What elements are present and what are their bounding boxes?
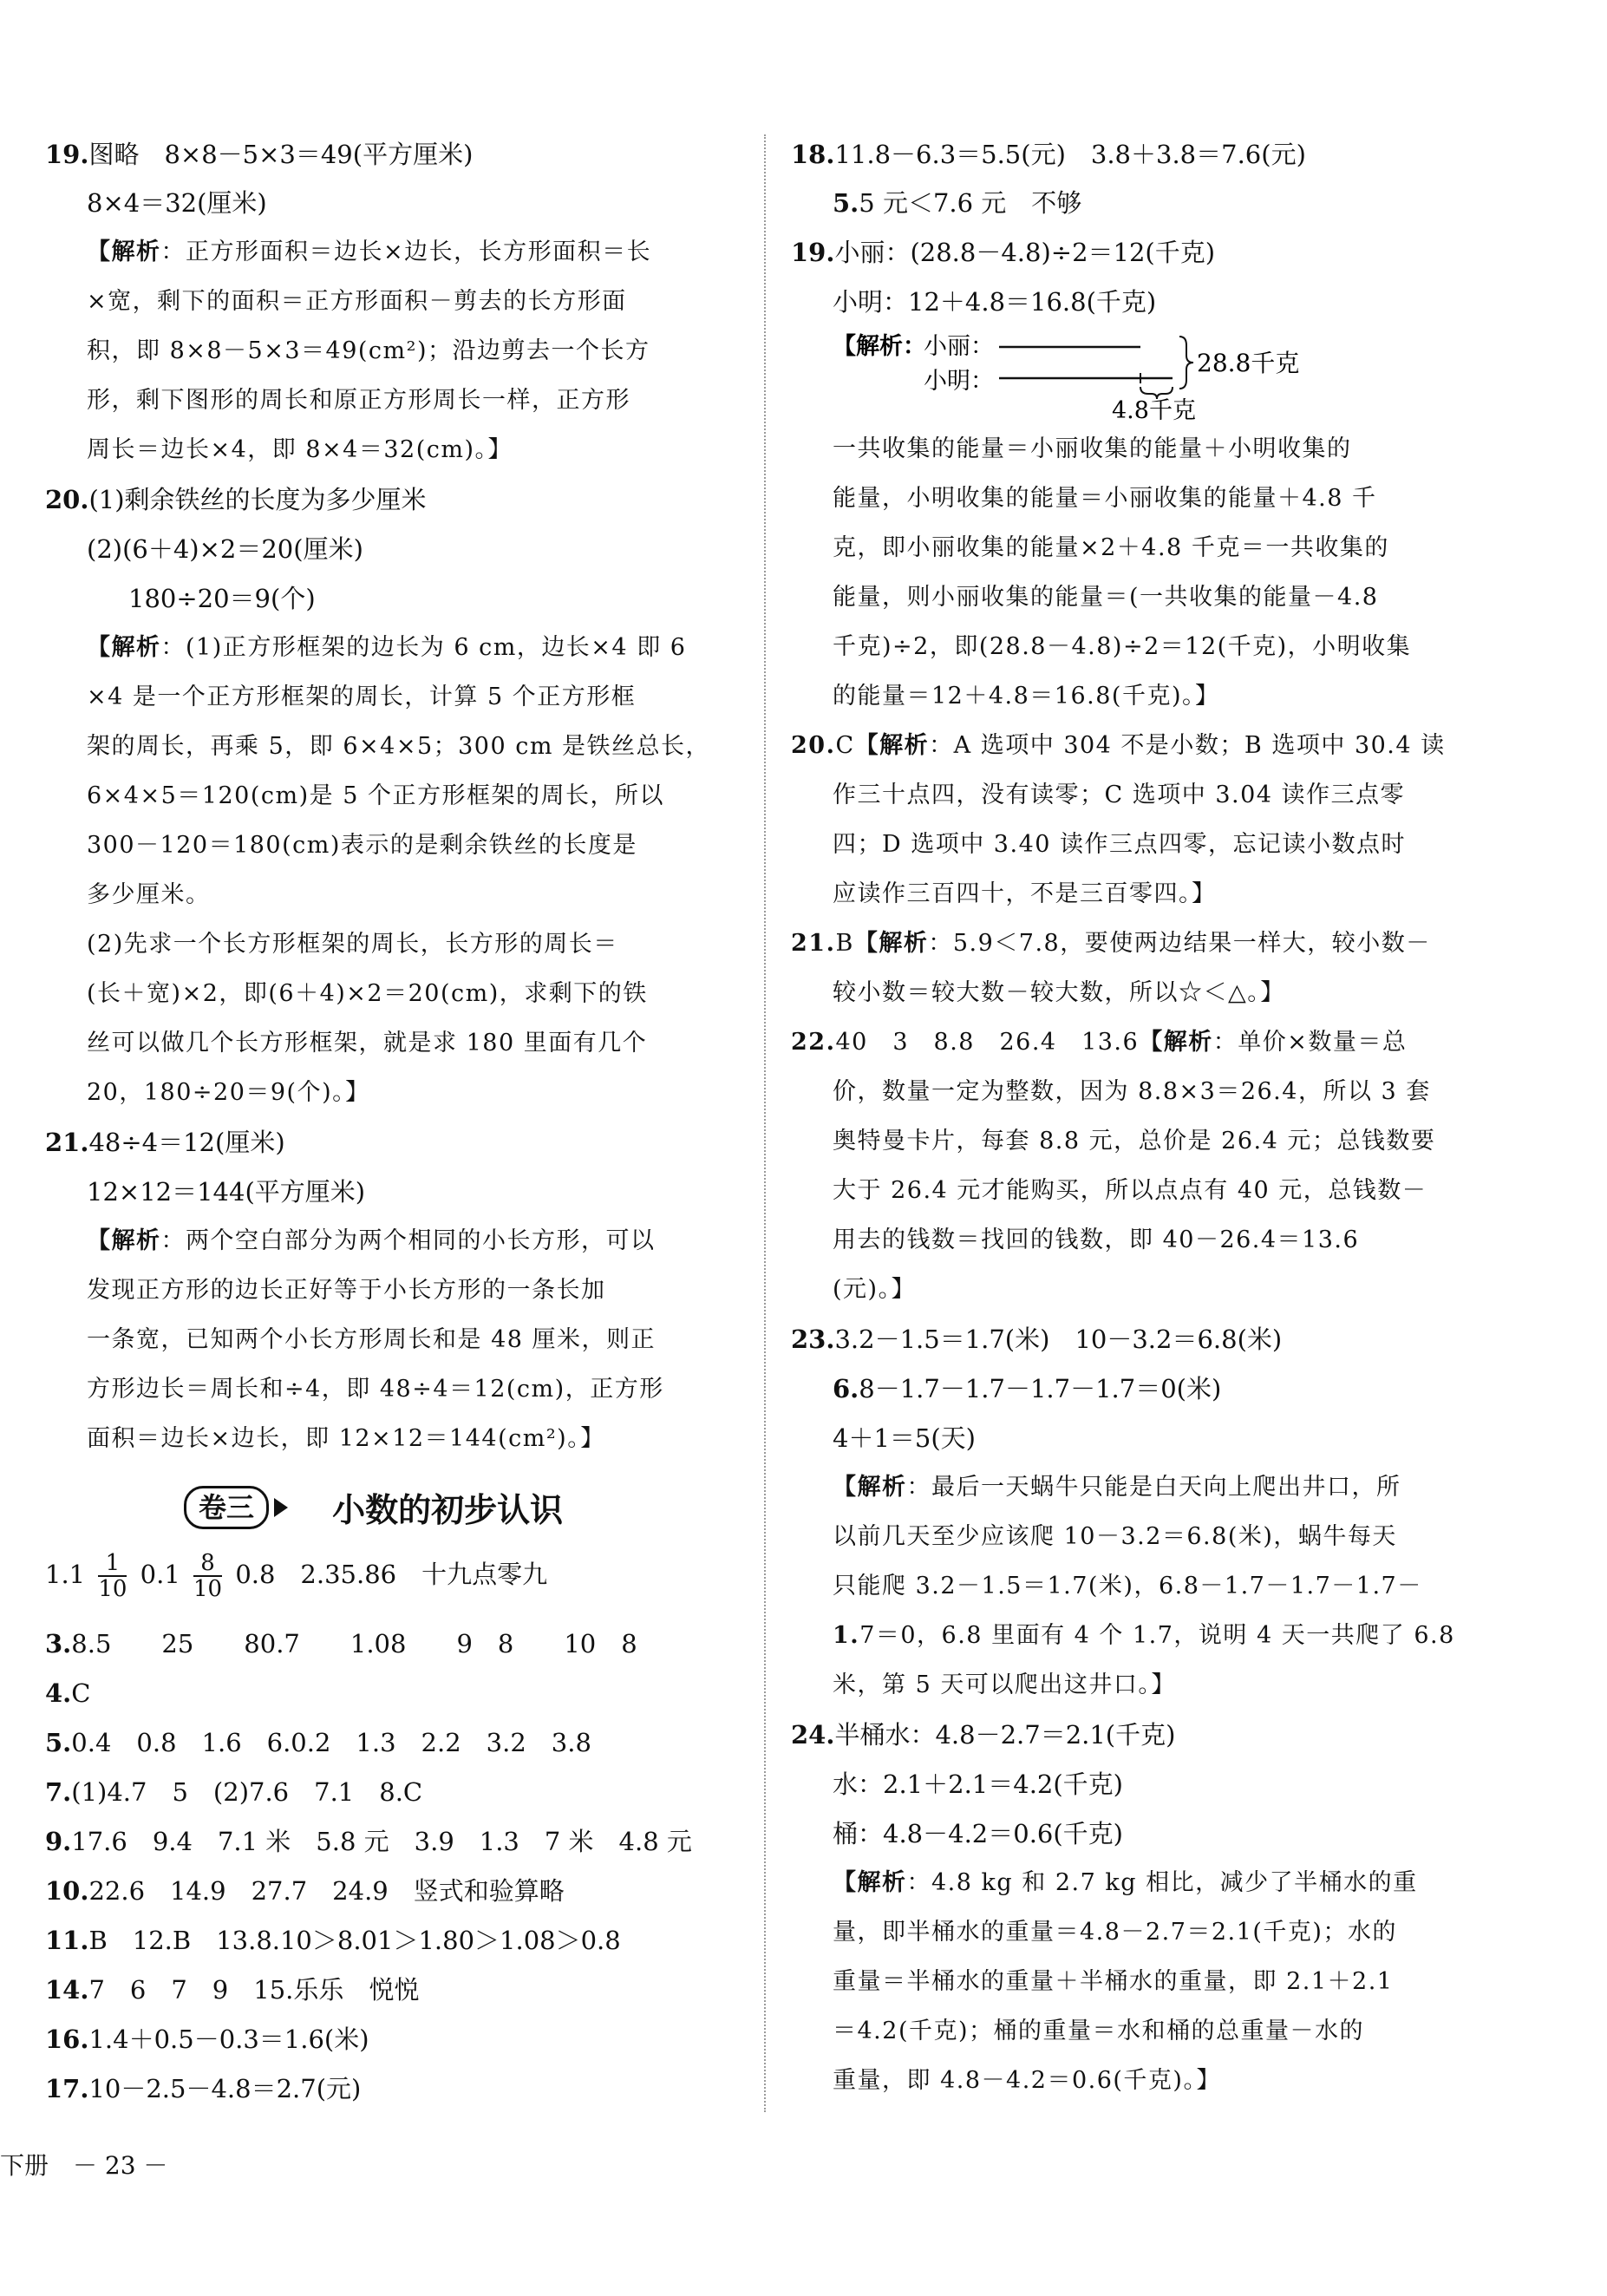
q20-analysis-2: ×4 是一个正方形框架的周长，计算 5 个正方形框 (87, 684, 637, 710)
q20-analysis-1: 【解析：(1)正方形框架的边长为 6 cm，边长×4 即 6 (87, 634, 687, 661)
r-q19-line1: 19.小丽：(28.8－4.8)÷2＝12(千克) (791, 238, 1216, 267)
section-header (184, 1483, 563, 1535)
q19-analysis-4: 形，剩下图形的周长和原正方形周长一样，正方形 (87, 387, 630, 414)
q21-analysis-3: 一条宽，已知两个小长方形周长和是 48 厘米，则正 (87, 1326, 657, 1353)
q21-line1: 21.48÷4＝12(厘米) (45, 1128, 285, 1157)
r-q23-analysis-3: 只能爬 3.2－1.5＝1.7(米)，6.8－1.7－1.7－1.7－ (833, 1573, 1422, 1599)
r-q23-line1: 23.3.2－1.5＝1.7(米) 10－3.2＝6.8(米) (791, 1325, 1283, 1354)
r-q19-line2: 小明：12＋4.8＝16.8(千克) (833, 287, 1157, 317)
r-q19-analysis-2: 能量，小明收集的能量＝小丽收集的能量＋4.8 千 (833, 485, 1377, 512)
r-q19-analysis-4: 能量，则小丽收集的能量＝(一共收集的能量－4.8 (833, 584, 1379, 611)
q20-line1: 20.(1)剩余铁丝的长度为多少厘米 (45, 485, 427, 514)
answer-3: 3.8.5 25 80.7 1.08 9 8 10 8 (45, 1629, 637, 1658)
answer-7: 7.(1)4.7 5 (2)7.6 7.1 8.C (45, 1777, 423, 1807)
q19-analysis-3: 积，即 8×8－5×3＝49(cm²)；沿边剪去一个长方 (87, 337, 650, 364)
diagram-diff: 4.8千克 (1112, 397, 1196, 423)
q20-analysis-4: 6×4×5＝120(cm)是 5 个正方形框架的周长，所以 (87, 782, 664, 809)
a1-post: 0.8 2.35.86 十九点零九 (235, 1560, 548, 1589)
r-q24-line3: 桶：4.8－4.2＝0.6(千克) (833, 1819, 1123, 1848)
q19-analysis-1: 【解析：正方形面积＝边长×边长，长方形面积＝长 (87, 239, 652, 265)
line-segment-diagram (833, 328, 1440, 423)
q20-analysis-5: 300－120＝180(cm)表示的是剩余铁丝的长度是 (87, 832, 637, 859)
q20-analysis-8: (长＋宽)×2，即(6＋4)×2＝20(cm)，求剩下的铁 (87, 980, 648, 1007)
answer-16: 16.1.4＋0.5－0.3＝1.6(米) (45, 2025, 369, 2054)
a1-mid: 0.1 (140, 1560, 180, 1589)
answer-1 (45, 1544, 547, 1605)
r-q24-line2: 水：2.1＋2.1＝4.2(千克) (833, 1769, 1123, 1799)
r-q18-line1: 18.11.8－6.3＝5.5(元) 3.8＋3.8＝7.6(元) (791, 140, 1306, 169)
page-footer: 下册 － 23 － (0, 2151, 168, 2180)
diagram-label-b: 小明： (924, 368, 994, 395)
r-q23-line2: 6.8－1.7－1.7－1.7－1.7＝0(米) (833, 1374, 1222, 1403)
r-q19-analysis-3: 克，即小丽收集的能量×2＋4.8 千克＝一共收集的 (833, 534, 1389, 561)
r-q18-line2: 5.5 元＜7.6 元 不够 (833, 188, 1082, 218)
r-q22-5: 用去的钱数＝找回的钱数，即 40－26.4＝13.6 (833, 1226, 1360, 1253)
section-badge: 卷三 (184, 1486, 269, 1529)
a1-pre: 1.1 (45, 1560, 86, 1589)
r-q22-2: 价，数量一定为整数，因为 8.8×3＝26.4，所以 3 套 (833, 1078, 1431, 1105)
column-divider (764, 134, 766, 2112)
r-q24-analysis-4: ＝4.2(千克)；桶的重量＝水和桶的总重量－水的 (833, 2018, 1365, 2044)
r-q19-analysis-1: 一共收集的能量＝小丽收集的能量＋小明收集的 (833, 435, 1352, 462)
diagram-prefix: 【解析： (833, 333, 926, 360)
q21-line2: 12×12＝144(平方厘米) (87, 1177, 366, 1207)
r-q23-analysis-5: 米，第 5 天可以爬出这井口。】 (833, 1671, 1176, 1698)
q19-line2: 8×4＝32(厘米) (87, 188, 267, 218)
q20-analysis-3: 架的周长，再乘 5，即 6×4×5；300 cm 是铁丝总长， (87, 733, 711, 760)
r-q21-1: 21.B【解析：5.9＜7.8，要使两边结果一样大，较小数－ (791, 930, 1431, 957)
r-q23-analysis-1: 【解析：最后一天蜗牛只能是白天向上爬出井口，所 (833, 1474, 1401, 1501)
r-q24-line1: 24.半桶水：4.8－2.7＝2.1(千克) (791, 1720, 1176, 1750)
r-q20-4: 应读作三百四十，不是三百零四。】 (833, 880, 1217, 907)
r-q22-3: 奥特曼卡片，每套 8.8 元，总价是 26.4 元；总钱数要 (833, 1128, 1436, 1155)
r-q22-4: 大于 26.4 元才能购买，所以点点有 40 元，总钱数－ (833, 1177, 1427, 1204)
q19-line1: 19.图略 8×8－5×3＝49(平方厘米) (45, 140, 474, 169)
answer-17: 17.10－2.5－4.8＝2.7(元) (45, 2074, 362, 2103)
q20-analysis-9: 丝可以做几个长方形框架，就是求 180 里面有几个 (87, 1030, 648, 1056)
r-q20-3: 四；D 选项中 3.40 读作三点四零，忘记读小数点时 (833, 831, 1407, 858)
q21-analysis-1: 【解析：两个空白部分为两个相同的小长方形，可以 (87, 1227, 656, 1254)
diagram-label-a: 小丽： (924, 333, 994, 360)
r-q19-analysis-5: 千克)÷2，即(28.8－4.8)÷2＝12(千克)，小明收集 (833, 633, 1412, 660)
answer-10: 10.22.6 14.9 27.7 24.9 竖式和验算略 (45, 1876, 565, 1906)
diagram-total-brace (1179, 337, 1193, 389)
answer-11: 11.B 12.B 13.8.10＞8.01＞1.80＞1.08＞0.8 (45, 1926, 621, 1955)
diagram-total: 28.8千克 (1197, 349, 1300, 377)
q20-analysis-10: 20，180÷20＝9(个)。】 (87, 1079, 370, 1106)
r-q20-2: 作三十点四，没有读零；C 选项中 3.04 读作三点零 (833, 782, 1406, 808)
r-q20-1: 20.C【解析：A 选项中 304 不是小数；B 选项中 30.4 读 (791, 732, 1446, 759)
a1-fraction-2: $\frac{8}{10}$ (193, 1550, 223, 1602)
r-q22-6: (元)。】 (833, 1276, 917, 1303)
q20-analysis-7: (2)先求一个长方形框架的周长，长方形的周长＝ (87, 931, 618, 958)
section-arrow-icon (274, 1498, 288, 1517)
r-q21-2: 较小数＝较大数－较大数，所以☆＜△。】 (833, 979, 1285, 1006)
q21-analysis-4: 方形边长＝周长和÷4，即 48÷4＝12(cm)，正方形 (87, 1376, 664, 1403)
answer-5: 5.0.4 0.8 1.6 6.0.2 1.3 2.2 3.2 3.8 (45, 1728, 591, 1757)
section-title: 小数的初步认识 (332, 1491, 564, 1529)
r-q24-analysis-1: 【解析：4.8 kg 和 2.7 kg 相比，减少了半桶水的重 (833, 1869, 1418, 1896)
q21-analysis-2: 发现正方形的边长正好等于小长方形的一条长加 (87, 1277, 606, 1304)
r-q22-1: 22.40 3 8.8 26.4 13.6【解析：单价×数量＝总 (791, 1029, 1408, 1056)
r-q23-analysis-4: 1.7＝0，6.8 里面有 4 个 1.7，说明 4 天一共爬了 6.8 (833, 1622, 1455, 1649)
answer-9: 9.17.6 9.4 7.1 米 5.8 元 3.9 1.3 7 米 4.8 元 (45, 1827, 692, 1856)
answer-14: 14.7 6 7 9 15.乐乐 悦悦 (45, 1975, 420, 2005)
q20-line3: 180÷20＝9(个) (128, 584, 316, 613)
q19-analysis-5: 周长＝边长×4，即 8×4＝32(cm)。】 (87, 436, 513, 463)
q20-analysis-6: 多少厘米。 (87, 881, 211, 908)
q19-analysis-2: ×宽，剩下的面积＝正方形面积－剪去的长方形面 (87, 288, 627, 315)
a1-fraction-1: $\frac{1}{10}$ (98, 1550, 127, 1602)
r-q23-analysis-2: 以前几天至少应该爬 10－3.2＝6.8(米)，蜗牛每天 (833, 1523, 1397, 1550)
r-q23-line3: 4＋1＝5(天) (833, 1423, 976, 1453)
q21-analysis-5: 面积＝边长×边长，即 12×12＝144(cm²)。】 (87, 1425, 605, 1452)
r-q24-analysis-3: 重量＝半桶水的重量＋半桶水的重量，即 2.1＋2.1 (833, 1968, 1394, 1995)
answer-4: 4.C (45, 1678, 91, 1708)
r-q24-analysis-2: 量，即半桶水的重量＝4.8－2.7＝2.1(千克)；水的 (833, 1919, 1397, 1946)
r-q24-analysis-5: 重量，即 4.8－4.2＝0.6(千克)。】 (833, 2067, 1221, 2094)
r-q19-analysis-6: 的能量＝12＋4.8＝16.8(千克)。】 (833, 683, 1220, 710)
q20-line2: (2)(6＋4)×2＝20(厘米) (87, 534, 363, 564)
